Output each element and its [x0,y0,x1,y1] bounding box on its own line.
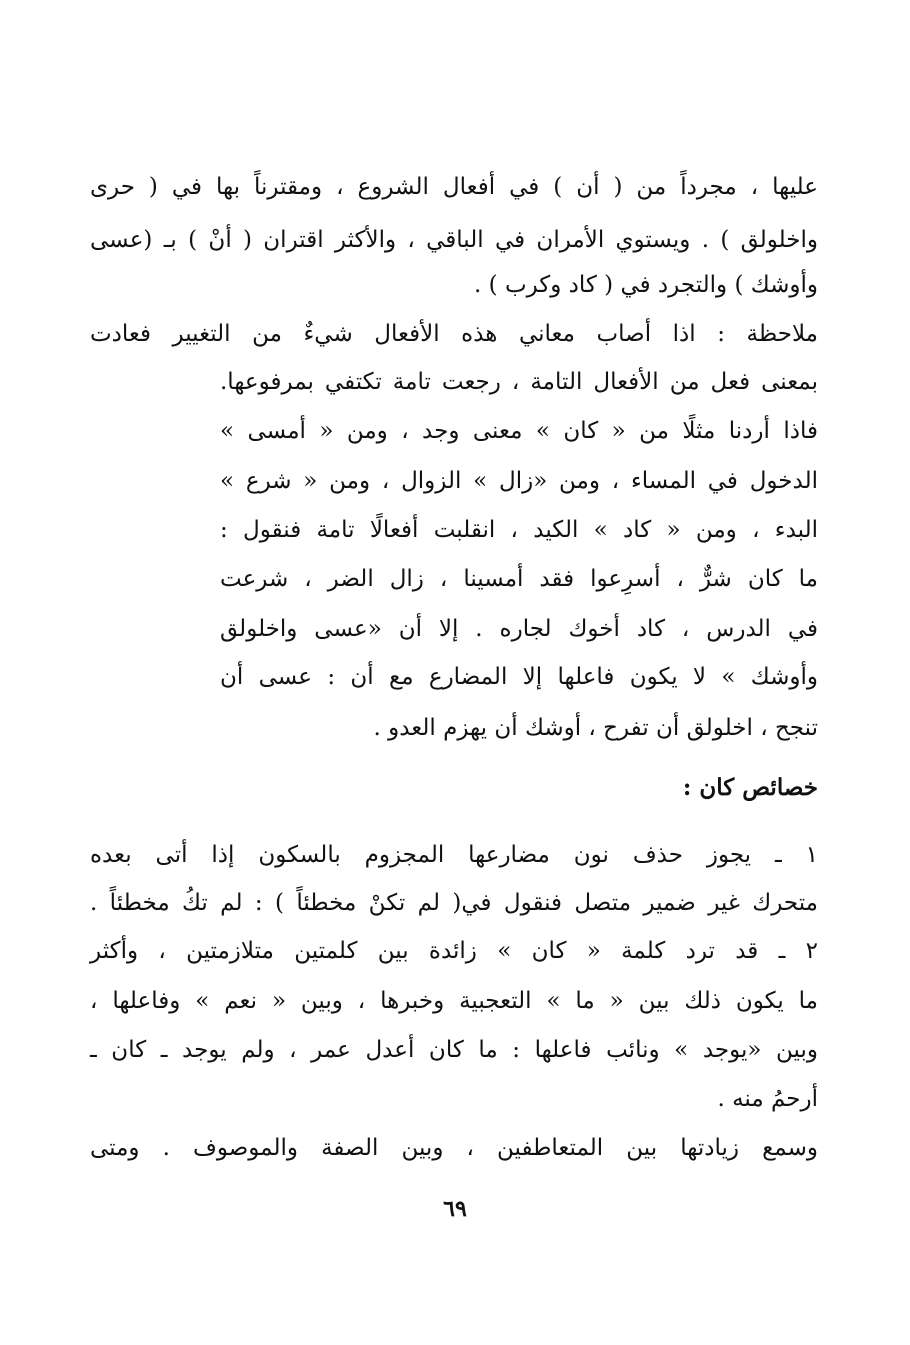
note-line: في الدرس ، كاد أخوك لجاره . إلا أن «عسى واخلولق [220,616,818,642]
text-line: ما يكون ذلك بين « ما » التعجبية وخبرها ، وبين « نعم » وفاعلها ، [90,988,818,1014]
text-line: متحرك غير ضمير متصل فنقول في( لم تكنْ مخطئاً ) : لم تكُ مخطئاً . [90,890,818,916]
note-line: الدخول في المساء ، ومن «زال » الزوال ، ومن « شرع » [220,468,818,494]
page-number: ٦٩ [443,1196,467,1222]
note-line: ما كان شرٌّ ، أسرِعوا فقد أمسينا ، زال الضر ، شرعت [220,566,818,592]
text-line: عليها ، مجرداً من ( أن ) في أفعال الشروع ، ومقترناً بها في ( حرى [90,174,818,200]
text-line: وأوشك ) والتجرد في ( كاد وكرب ) . [474,272,818,298]
note-line: فاذا أردنا مثلًا من « كان » معنى وجد ، ومن « أمسى » [220,418,818,444]
text-line: ٢ ـ قد ترد كلمة « كان » زائدة بين كلمتين متلازمتين ، وأكثر [90,938,818,964]
text-line: ١ ـ يجوز حذف نون مضارعها المجزوم بالسكون إذا أتى بعده [90,842,818,868]
note-line: تنجح ، اخلولق أن تفرح ، أوشك أن يهزم العدو . [373,715,818,741]
note-line: ملاحظة : اذا أصاب معاني هذه الأفعال شيءٌ من التغيير فعادت [90,321,818,347]
text-line: وبين «يوجد » ونائب فاعلها : ما كان أعدل عمر ، ولم يوجد ـ كان ـ [90,1037,818,1063]
note-line: وأوشك » لا يكون فاعلها إلا المضارع مع أن : عسى أن [220,664,818,690]
text-line: واخلولق ) . ويستوي الأمران في الباقي ، والأكثر اقتران ( أنْ ) بـ (عسى [90,227,818,253]
note-line: البدء ، ومن « كاد » الكيد ، انقلبت أفعالًا تامة فنقول : [220,517,818,543]
note-line: بمعنى فعل من الأفعال التامة ، رجعت تامة تكتفي بمرفوعها. [220,369,818,395]
text-line: أرحمُ منه . [717,1086,818,1112]
text-line: وسمع زيادتها بين المتعاطفين ، وبين الصفة والموصوف . ومتى [90,1135,818,1161]
section-heading: خصائص كان : [682,774,818,801]
